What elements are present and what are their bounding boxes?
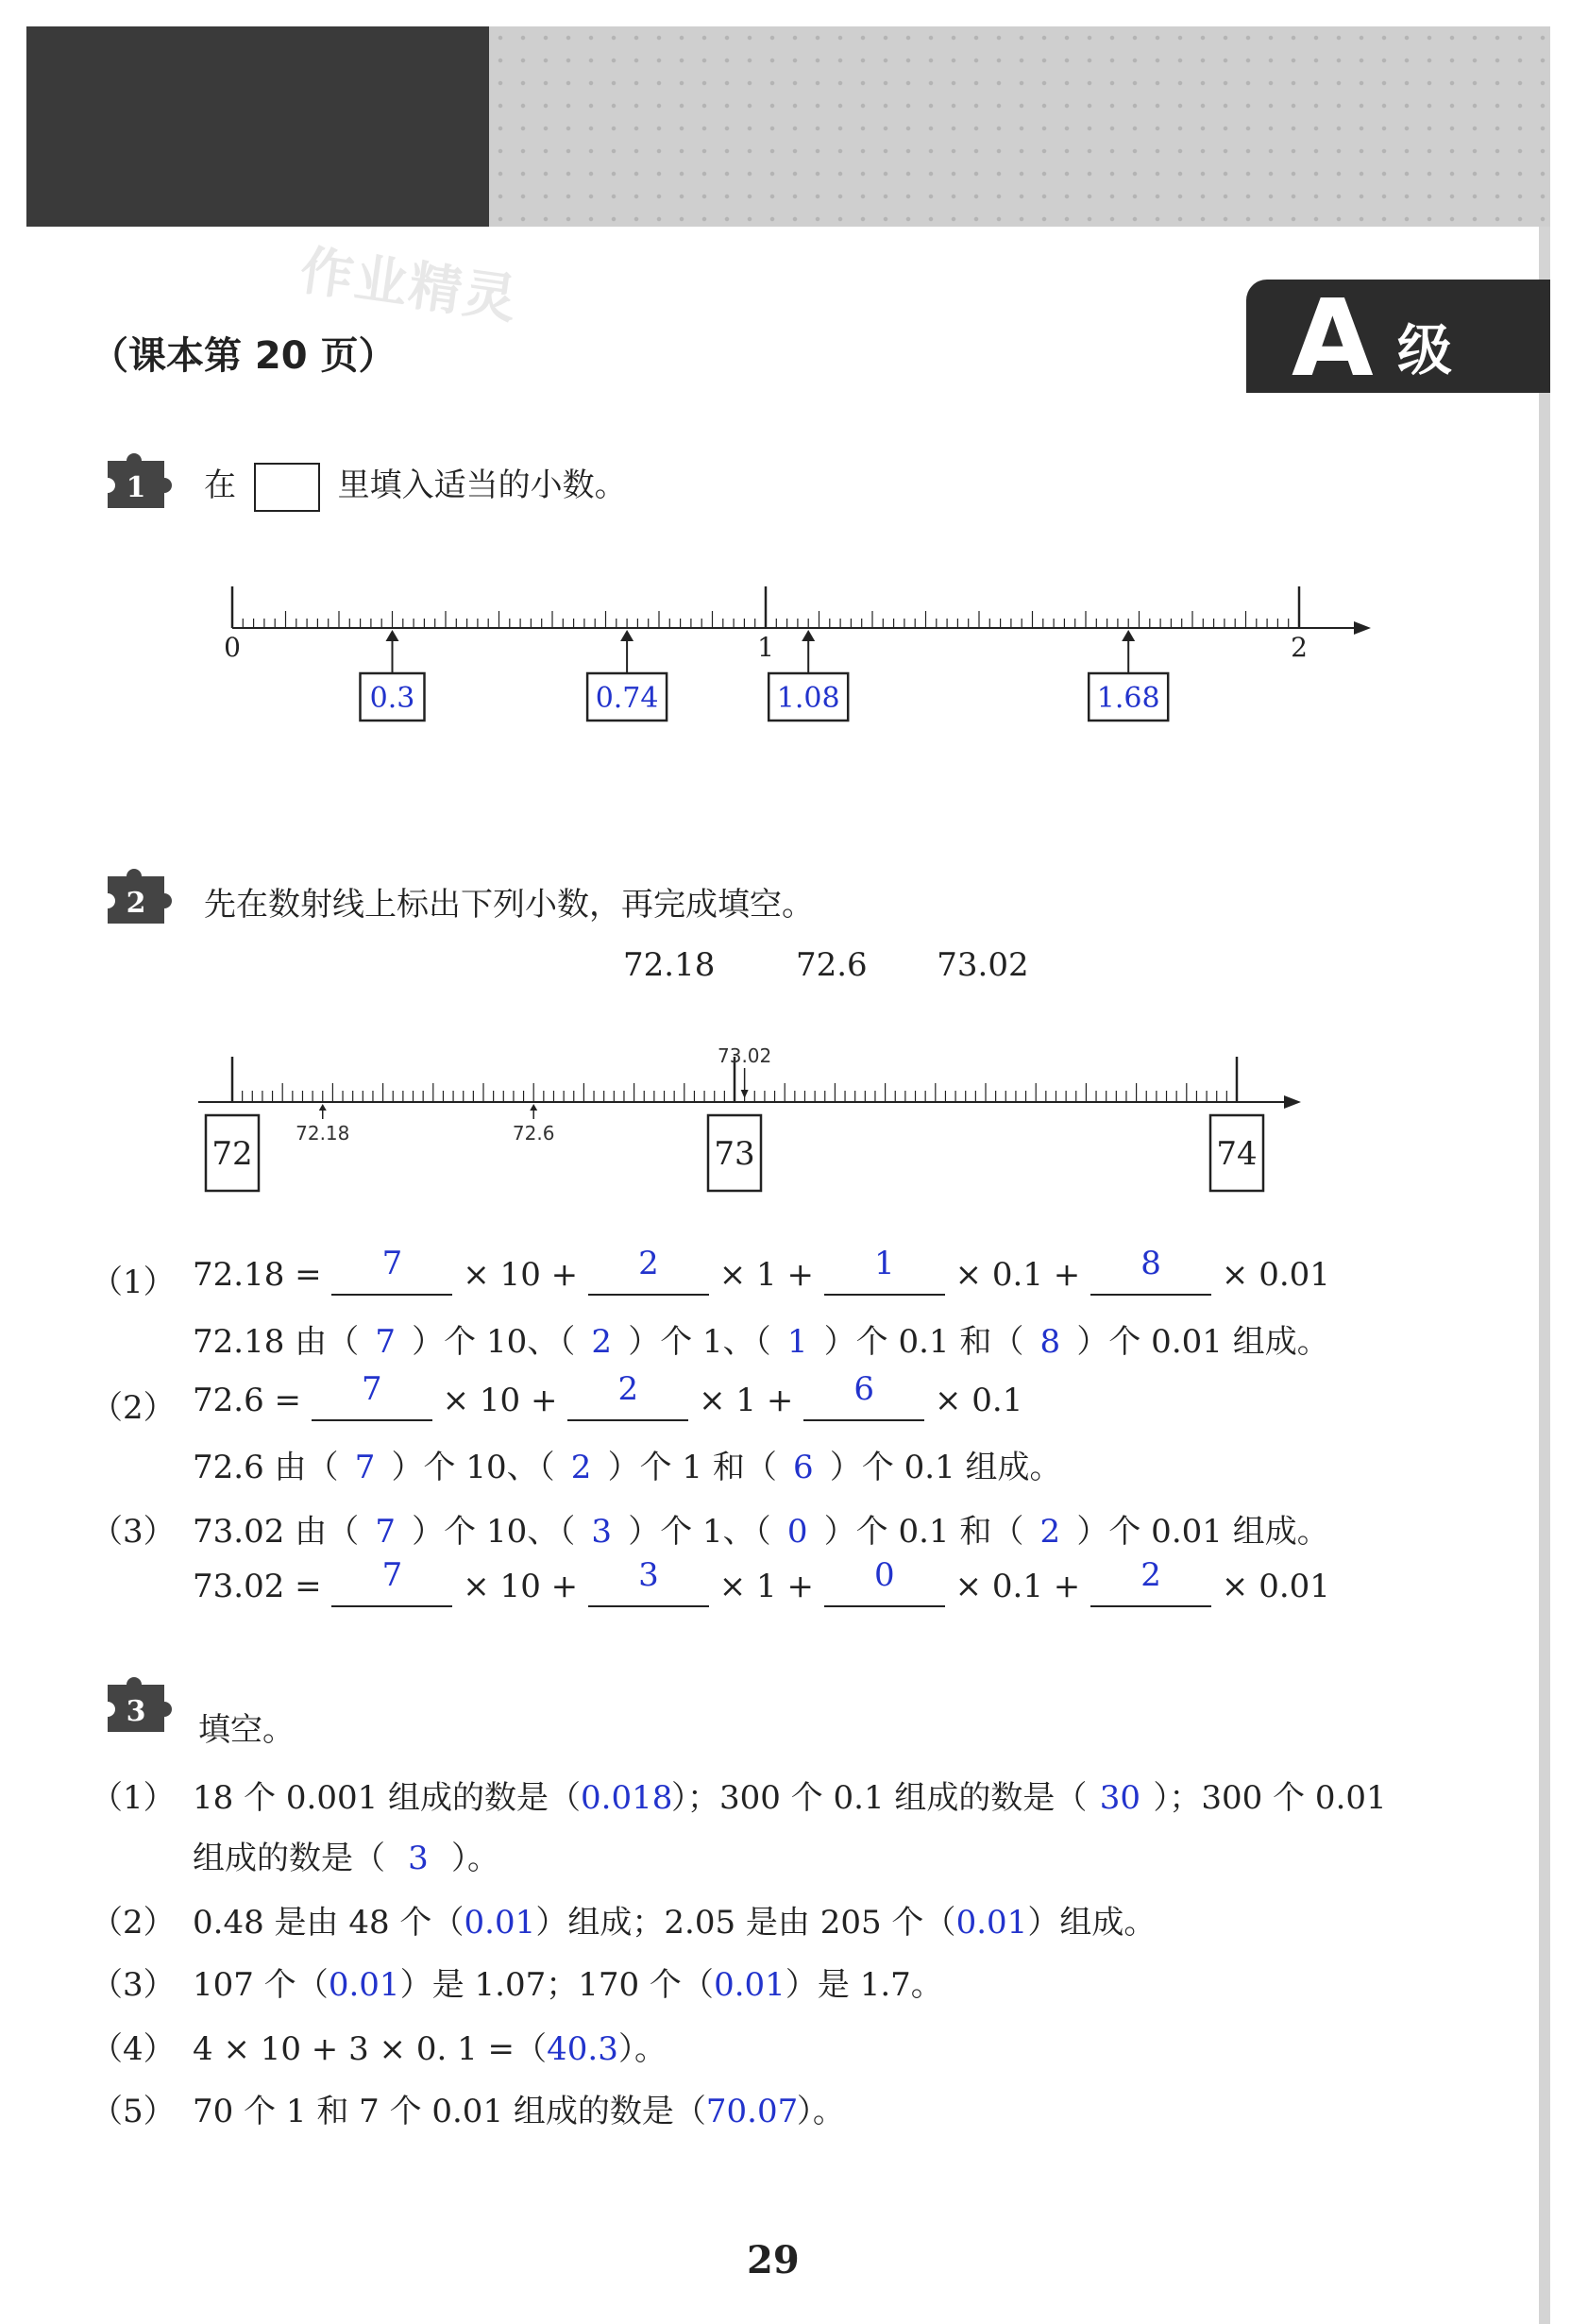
term-text: 70 个 1 和 7 个 0.01 组成的数是（	[193, 2093, 706, 2130]
term-text: ）个 1、（	[628, 1323, 771, 1361]
answer: 2	[591, 1323, 613, 1361]
term-text: ）个 1 和（	[607, 1449, 777, 1486]
answer: 0	[786, 1513, 808, 1551]
q3-item-label: （2）	[91, 1904, 176, 1942]
q2-3-composition	[193, 1505, 1329, 1552]
lead-text: 72.6 =	[193, 1382, 301, 1419]
q2-number: 72.18	[623, 946, 716, 984]
answer-blank: 2	[588, 1256, 709, 1296]
answer-blank: 1	[824, 1256, 945, 1296]
answer-blank: 8	[1090, 1256, 1211, 1296]
tick-label: 1	[757, 632, 774, 663]
term-text: ）；300 个 0.01	[1153, 1779, 1387, 1817]
question-number: 2	[126, 887, 146, 920]
answer-value: 0.74	[595, 682, 659, 715]
answer: 0.01	[955, 1904, 1028, 1942]
term-text: ）。	[618, 2030, 667, 2068]
q2-prompt: 先在数射线上标出下列小数，再完成填空。	[204, 886, 814, 924]
empty-answer-box	[254, 463, 320, 512]
mark-arrow-head	[530, 1104, 537, 1111]
term-text: ）；300 个 0.1 组成的数是（	[671, 1779, 1088, 1817]
q2-1-composition	[193, 1315, 1329, 1362]
lead-text: 72.6 由（	[193, 1449, 339, 1486]
mark-arrow-head	[319, 1104, 327, 1111]
answer: 70.07	[705, 2093, 799, 2130]
answer: 3	[591, 1513, 613, 1551]
term-text: 0.48 是由 48 个（	[193, 1904, 465, 1942]
answer: 0.01	[714, 1966, 786, 2004]
puzzle-number-icon	[94, 451, 176, 514]
q3-4	[193, 2023, 667, 2069]
q2-item-label: （2）	[91, 1389, 176, 1427]
term-text: 4 × 10 + 3 × 0. 1 =（	[193, 2030, 548, 2068]
answer-blank: 0	[824, 1568, 945, 1607]
term-text: ）个 0.1 和（	[823, 1513, 1024, 1551]
pointer-arrow-head	[620, 630, 634, 641]
lead-text: 73.02 由（	[193, 1513, 360, 1551]
term-text: 组成的数是（	[193, 1840, 385, 1877]
term-text: × 0.1 +	[954, 1256, 1081, 1294]
q2-3-expansion	[193, 1556, 1330, 1607]
answer: 8	[1039, 1323, 1061, 1361]
mark-label: 72.18	[296, 1122, 350, 1145]
q2-item-label: （3）	[91, 1513, 176, 1551]
mark-arrow-head	[741, 1090, 749, 1098]
term-text: ）。	[451, 1840, 499, 1877]
q3-item-label: （3）	[91, 1966, 176, 2004]
textbook-page-reference: （课本第 20 页）	[91, 334, 397, 378]
page-edge-strip	[1539, 227, 1550, 2324]
answer-blank: 7	[312, 1382, 432, 1421]
answer: 0.01	[464, 1904, 536, 1942]
answer: 40.3	[547, 2030, 618, 2068]
q2-number: 72.6	[795, 946, 868, 984]
number-line-72-to-74	[198, 1034, 1312, 1204]
answer: 2	[570, 1449, 592, 1486]
q2-2-composition	[193, 1441, 1062, 1487]
answer-blank: 6	[803, 1382, 924, 1421]
q3-item-label: （4）	[91, 2030, 176, 2068]
term-text: ）组成；2.05 是由 205 个（	[535, 1904, 956, 1942]
q2-1-expansion	[193, 1245, 1330, 1296]
answer: 6	[793, 1449, 814, 1486]
answer-value: 0.3	[369, 682, 415, 715]
level-letter: A	[1292, 278, 1374, 400]
answer: 1	[786, 1323, 808, 1361]
question-number: 1	[126, 471, 146, 504]
term-text: × 10 +	[463, 1568, 579, 1605]
header-dotted-panel	[489, 26, 1550, 227]
answer-blank: 3	[588, 1568, 709, 1607]
term-text: ）个 0.01 组成。	[1076, 1513, 1329, 1551]
answer: 7	[375, 1513, 396, 1551]
pointer-arrow-head	[1122, 630, 1135, 641]
level-badge	[1246, 278, 1550, 400]
q1-prompt-before: 在	[204, 466, 236, 504]
term-text: ）个 0.01 组成。	[1076, 1323, 1329, 1361]
term-text: ）个 10、（	[391, 1449, 555, 1486]
integer-label: 72	[211, 1135, 253, 1173]
number-line-0-to-2	[208, 581, 1378, 722]
term-text: × 10 +	[463, 1256, 579, 1294]
answer: 3	[408, 1840, 429, 1877]
question-number: 3	[126, 1695, 146, 1728]
answer-blank: 2	[1090, 1568, 1211, 1607]
answer: 0.018	[581, 1779, 673, 1817]
term-text: ）个 0.1 和（	[823, 1323, 1024, 1361]
term-text: 107 个（	[193, 1966, 329, 2004]
q2-number-list	[623, 946, 1029, 984]
integer-label: 74	[1216, 1135, 1258, 1173]
term-text: 18 个 0.001 组成的数是（	[193, 1779, 582, 1817]
q3-1-line1	[193, 1772, 1387, 1818]
pointer-arrow-head	[386, 630, 399, 641]
term-text: ）个 1、（	[628, 1513, 771, 1551]
q3-3	[193, 1959, 943, 2005]
term-text: × 0.01	[1221, 1568, 1330, 1605]
term-text: ）个 0.1 组成。	[829, 1449, 1062, 1486]
term-text: ）组成。	[1027, 1904, 1157, 1942]
q2-number: 73.02	[937, 946, 1029, 984]
answer-value: 1.68	[1096, 682, 1160, 715]
term-text: ）。	[796, 2093, 845, 2130]
term-text: ）个 10、（	[412, 1513, 576, 1551]
axis-arrow	[1354, 621, 1371, 635]
term-text: × 0.01	[1221, 1256, 1330, 1294]
lead-text: 72.18 由（	[193, 1323, 360, 1361]
term-text: × 1 +	[718, 1568, 814, 1605]
header-dark-panel	[26, 26, 489, 227]
puzzle-number-icon	[94, 867, 176, 929]
lead-text: 72.18 =	[193, 1256, 322, 1294]
term-text: × 10 +	[442, 1382, 558, 1419]
answer: 30	[1099, 1779, 1141, 1817]
puzzle-number-icon	[94, 1675, 176, 1738]
q1-prompt	[204, 459, 627, 512]
tick-label: 0	[224, 632, 241, 663]
term-text: × 1 +	[718, 1256, 814, 1294]
answer: 0.01	[328, 1966, 400, 2004]
term-text: ）个 10、（	[412, 1323, 576, 1361]
q3-prompt: 填空。	[198, 1711, 295, 1749]
q2-2-expansion	[193, 1370, 1023, 1421]
q3-2	[193, 1896, 1156, 1942]
answer-value: 1.08	[776, 682, 840, 715]
term-text: ）是 1.07；170 个（	[399, 1966, 714, 2004]
tick-label: 2	[1291, 632, 1308, 663]
mark-label: 73.02	[718, 1044, 772, 1067]
integer-label: 73	[714, 1135, 755, 1173]
answer: 7	[354, 1449, 376, 1486]
answer-blank: 7	[331, 1568, 452, 1607]
q3-item-label: （5）	[91, 2093, 176, 2130]
answer: 7	[375, 1323, 396, 1361]
page-number: 29	[747, 2238, 800, 2282]
q3-5	[193, 2085, 845, 2131]
answer-blank: 7	[331, 1256, 452, 1296]
q2-item-label: （1）	[91, 1264, 176, 1301]
axis-arrow	[1284, 1095, 1301, 1109]
term-text: ）是 1.7。	[785, 1966, 943, 2004]
answer-blank: 2	[567, 1382, 688, 1421]
q1-prompt-after: 里填入适当的小数。	[337, 466, 627, 504]
watermark: 作业精灵	[296, 240, 522, 331]
answer: 2	[1039, 1513, 1061, 1551]
term-text: × 0.1 +	[954, 1568, 1081, 1605]
q3-1-line2	[193, 1832, 499, 1878]
mark-label: 72.6	[512, 1122, 555, 1145]
term-text: × 0.1	[934, 1382, 1023, 1419]
term-text: × 1 +	[699, 1382, 794, 1419]
lead-text: 73.02 =	[193, 1568, 322, 1605]
q3-item-label: （1）	[91, 1779, 176, 1817]
level-word: 级	[1397, 318, 1453, 382]
pointer-arrow-head	[802, 630, 815, 641]
